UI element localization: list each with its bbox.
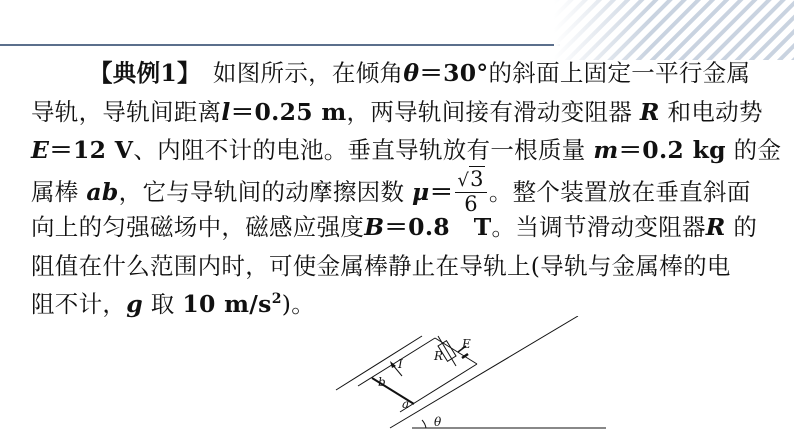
problem-line-4: 属棒 ab，它与导轨间的动摩擦因数 μ＝ $\frac{√3}{6}$ 。整个装置放在垂直斜面 — [31, 166, 751, 216]
problem-line-2: 导轨，导轨间距离l＝0.25 m，两导轨间接有滑动变阻器 R 和电动势 — [31, 97, 763, 126]
problem-line-5: 向上的匀强磁场中，磁感应强度B＝0.8 T。当调节滑动变阻器R 的 — [31, 213, 758, 241]
header-stripes-decoration — [554, 0, 794, 60]
label-R: R — [434, 349, 444, 363]
problem-line-6: 阻值在什么范围内时，可使金属棒静止在导轨上(导轨与金属棒的电 — [31, 251, 731, 280]
rail-left — [358, 338, 435, 386]
angle-arc — [422, 420, 426, 428]
label-a: a — [402, 397, 410, 411]
incline-edge-slope — [390, 316, 578, 428]
label-theta: θ — [434, 415, 442, 429]
problem-line-7: 阻不计，g 取 10 $m/s^2$)。 — [31, 290, 316, 318]
label-E: E — [462, 337, 471, 351]
header-rule — [0, 44, 560, 46]
problem-line-1: 【典例1】 如图所示，在倾角θ＝30°的斜面上固定一平行金属 — [89, 59, 751, 87]
rail-right — [400, 364, 477, 412]
label-b: b — [378, 375, 386, 389]
mu-fraction: $\frac{√3}{6}$ — [455, 168, 486, 215]
problem-line-3: E＝12 V、内阻不计的电池。垂直导轨放有一根质量 m＝0.2 kg 的金 — [31, 136, 782, 164]
example-tag: 【典例1】 — [89, 59, 190, 87]
label-I: I — [398, 357, 403, 371]
problem-text — [31, 54, 782, 324]
incline-rail-diagram — [330, 316, 630, 446]
